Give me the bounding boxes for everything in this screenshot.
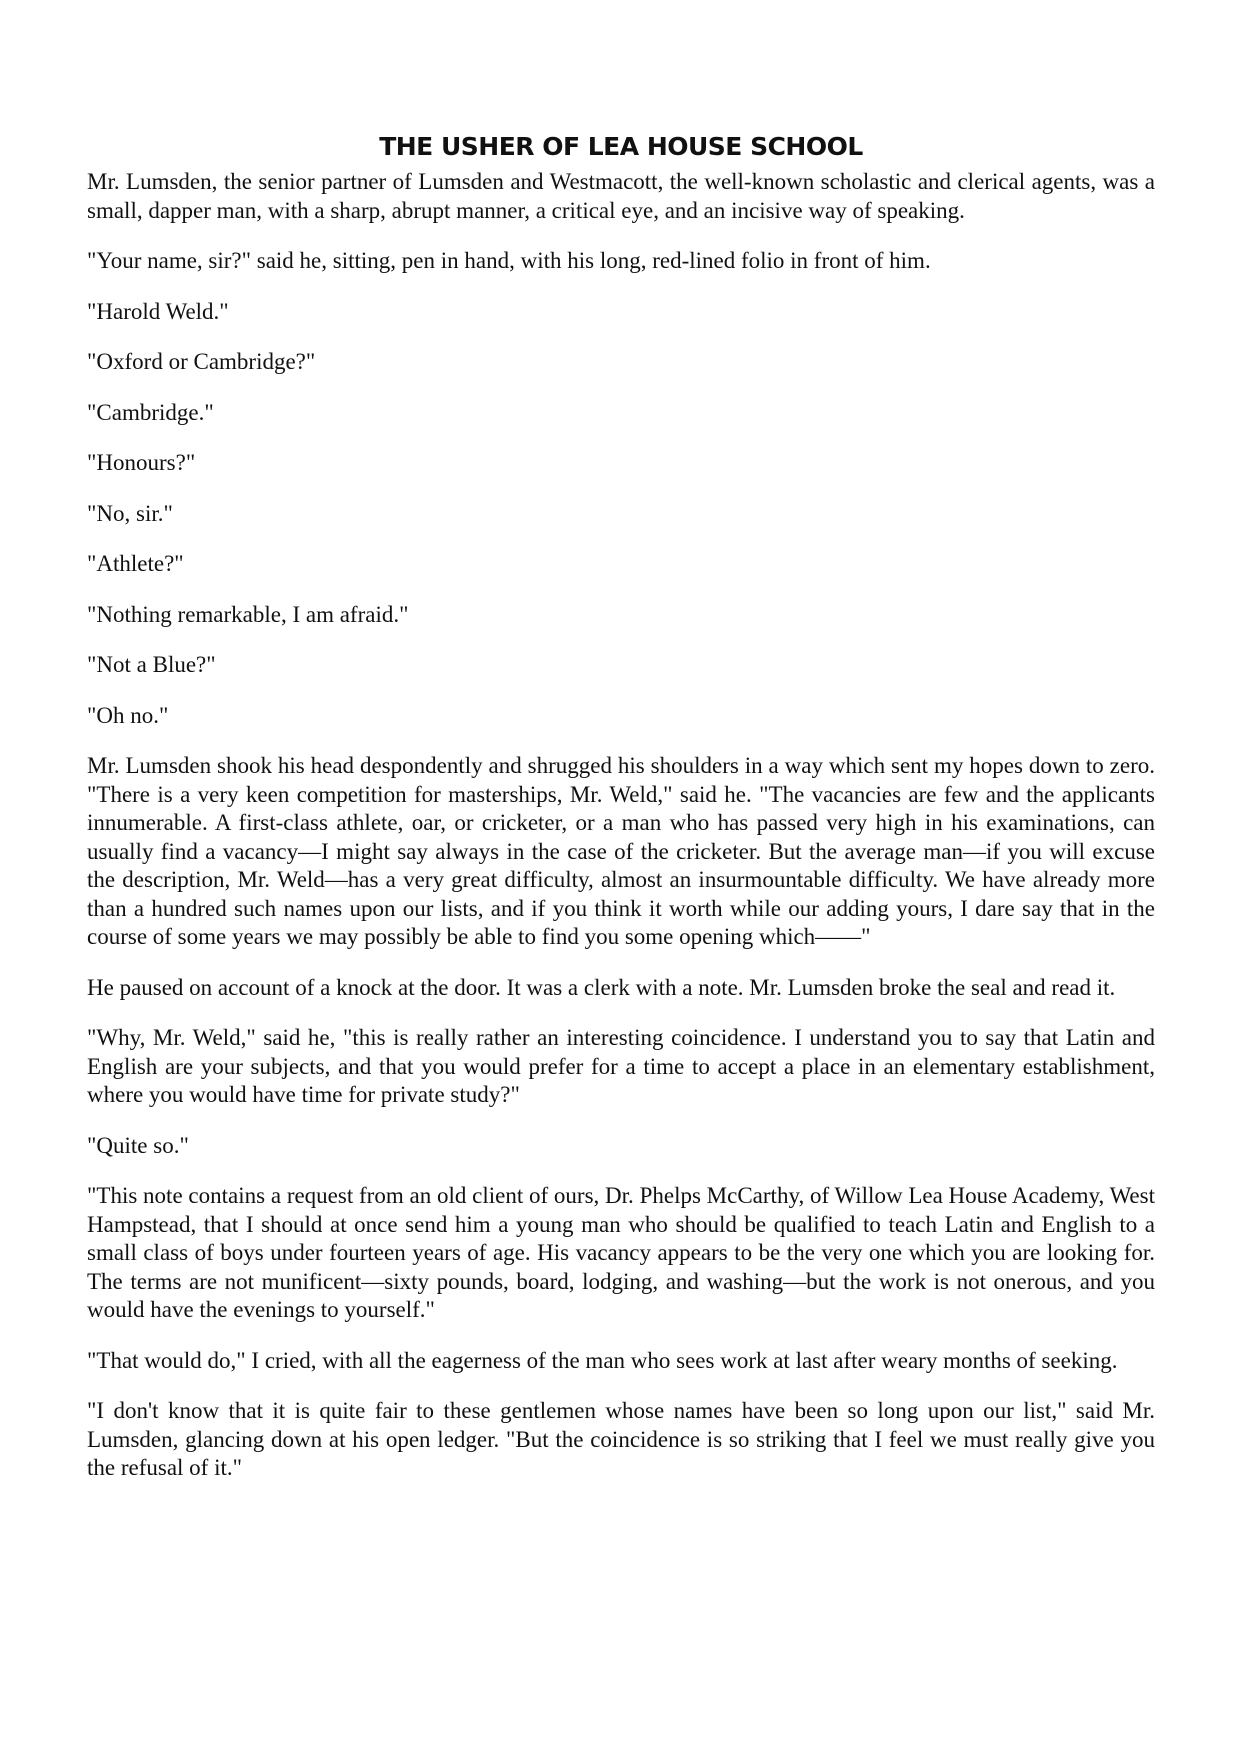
paragraph-7: "No, sir." xyxy=(87,500,173,526)
paragraph-4: "Oxford or Cambridge?" xyxy=(87,349,316,374)
document-page xyxy=(87,132,1155,1505)
paragraph-16: "This note contains a request from an old client of ours, Dr. Phelps McCarthy, of Willow Lea House Academy, West Hampstead, that I should at once send him a young man who should be qualified to teach Latin and English to a small class of boys under fourteen years of age. His vacancy appears to be the very one which you are looking for. The terms are not munificent—sixty pounds, board, lodging, and washing—but the work is not onerous, and you would have the evenings to yourself." xyxy=(87,1183,1155,1322)
paragraph-18: "I don't know that it is quite fair to these gentlemen whose names have been so long upon our list," said Mr. Lumsden, glancing down at his open ledger. "But the coincidence is so striking that I feel we must really give you the refusal of it." xyxy=(87,1398,1155,1480)
paragraph-9: "Nothing remarkable, I am afraid." xyxy=(87,601,409,627)
paragraph-6: "Honours?" xyxy=(87,450,196,475)
paragraph-13: He paused on account of a knock at the door. It was a clerk with a note. Mr. Lumsden broke the seal and read it. xyxy=(87,974,1116,1000)
paragraph-1: Mr. Lumsden, the senior partner of Lumsden and Westmacott, the well-known scholastic and clerical agents, was a small, dapper man, with a sharp, abrupt manner, a critical eye, and an incisive way of speaking. xyxy=(87,169,1155,223)
paragraph-12: Mr. Lumsden shook his head despondently and shrugged his shoulders in a way which sent my hopes down to zero. "There is a very keen competition for masterships, Mr. Weld," said he. "The vacancies are few and the applicants innumerable. A first-class athlete, oar, or cricketer, or a man who has passed very high in his examinations, can usually find a vacancy—I might say always in the case of the cricketer. But the average man—if you will excuse the description, Mr. Weld—has a very great difficulty, almost an insurmountable difficulty. We have already more than a hundred such names upon our lists, and if you think it worth while our adding yours, I dare say that in the course of some years we may possibly be able to find you some opening which——" xyxy=(87,753,1155,949)
paragraph-8: "Athlete?" xyxy=(87,551,184,576)
paragraph-5: "Cambridge." xyxy=(87,399,214,425)
paragraph-10: "Not a Blue?" xyxy=(87,652,216,677)
page-title: THE USHER OF LEA HOUSE SCHOOL xyxy=(379,132,863,161)
paragraph-3: "Harold Weld." xyxy=(87,298,229,324)
paragraph-15: "Quite so." xyxy=(87,1132,189,1158)
paragraph-11: "Oh no." xyxy=(87,702,169,728)
paragraph-17: "That would do," I cried, with all the eagerness of the man who sees work at last after weary months of seeking. xyxy=(87,1347,1118,1373)
paragraph-14: "Why, Mr. Weld," said he, "this is really rather an interesting coincidence. I understand you to say that Latin and English are your subjects, and that you would prefer for a time to accept a place in an elementary establishment, where you would have time for private study?" xyxy=(87,1025,1155,1107)
paragraph-2: "Your name, sir?" said he, sitting, pen in hand, with his long, red-lined folio in front of him. xyxy=(87,248,931,273)
